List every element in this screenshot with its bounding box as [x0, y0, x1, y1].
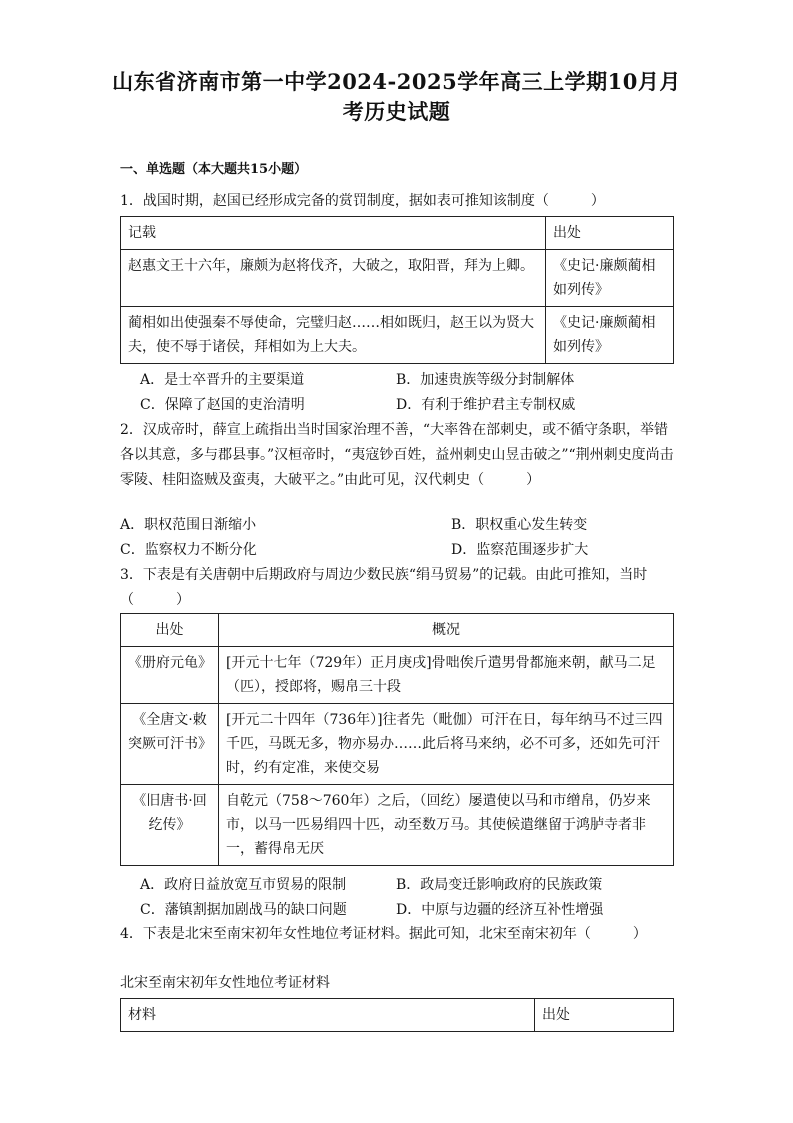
question-1-table	[120, 216, 674, 364]
question-1-stem: 1．战国时期，赵国已经形成完备的赏罚制度，据如表可推知该制度（ ）	[120, 193, 605, 209]
table-row	[121, 704, 674, 785]
table-cell: 《旧唐书·回纥传》	[121, 785, 219, 866]
table-cell: [开元二十四年（736年）]往者先（毗伽）可汗在日，每年纳马不过三四千匹，马既无多，物亦易办……此后将马来纳，必不可多，还如先可汗时，约有定准，来使交易	[219, 704, 674, 785]
question-4-stem: 4．下表是北宋至南宋初年女性地位考证材料。据此可知，北宋至南宋初年（ ）	[120, 926, 647, 942]
option-d: D．中原与边疆的经济互补性增强	[396, 902, 604, 918]
option-c: C．监察权力不断分化	[120, 542, 257, 558]
option-c: C．保障了赵国的吏治清明	[140, 397, 305, 413]
table-caption: 北宋至南宋初年女性地位考证材料	[120, 975, 330, 991]
table-cell: 《全唐文·敕突厥可汗书》	[121, 704, 219, 785]
option-b: B．职权重心发生转变	[451, 517, 588, 533]
section-heading: 一、单选题（本大题共15小题）	[120, 162, 308, 177]
option-c: C．藩镇割据加剧战马的缺口问题	[140, 902, 347, 918]
table-cell: [开元十七年（729年）正月庚戌]骨咄俟斤遣男骨都施来朝，献马二足（匹），授郎将，赐帛三十段	[219, 647, 674, 704]
table-cell: 《史记·廉颇蔺相如列传》	[546, 250, 674, 307]
question-2-stem: 2．汉成帝时，薛宣上疏指出当时国家治理不善，“大率咎在部刺史，或不循守条职，举错各以其意，多与郡县事。”汉桓帝时，“夷寇钞百姓，益州刺史山昱击破之”“荆州刺史度尚击零陵、桂阳盗贼及蛮夷，大破平之。”由此可见，汉代刺史（ ）	[120, 422, 674, 488]
table-cell: 赵惠文王十六年，廉颇为赵将伐齐，大破之，取阳晋，拜为上卿。	[121, 250, 546, 307]
table-header: 材料	[121, 999, 535, 1032]
table-cell: 自乾元（758～760年）之后，（回纥）屡遣使以马和市缯帛，仍岁来市，以马一匹易绢四十匹，动至数万马。其使候遣继留于鸿胪寺者非一，蓄得帛无厌	[219, 785, 674, 866]
option-a: A．政府日益放宽互市贸易的限制	[140, 877, 347, 893]
table-header: 出处	[121, 614, 219, 647]
table-row	[121, 785, 674, 866]
table-cell: 蔺相如出使强秦不辱使命，完璧归赵……相如既归，赵王以为贤大夫，使不辱于诸侯，拜相如为上大夫。	[121, 307, 546, 364]
option-b: B．政局变迁影响政府的民族政策	[396, 877, 603, 893]
table-header: 记载	[121, 217, 546, 250]
option-d: D．有利于维护君主专制权威	[396, 397, 576, 413]
option-d: D．监察范围逐步扩大	[451, 542, 589, 558]
question-3-table	[120, 613, 674, 866]
option-a: A．职权范围日渐缩小	[120, 517, 257, 533]
table-row	[121, 647, 674, 704]
page-title: 山东省济南市第一中学2024-2025学年高三上学期10月月	[112, 69, 681, 94]
question-4-table	[120, 998, 674, 1032]
option-a: A．是士卒晋升的主要渠道	[140, 372, 305, 388]
table-cell: 《册府元龟》	[121, 647, 219, 704]
table-header: 出处	[546, 217, 674, 250]
page-title-line2: 考历史试题	[342, 99, 451, 124]
table-header: 概况	[219, 614, 674, 647]
table-row	[121, 307, 674, 364]
option-b: B．加速贵族等级分封制解体	[396, 372, 575, 388]
table-row	[121, 250, 674, 307]
table-cell: 《史记·廉颇蔺相如列传》	[546, 307, 674, 364]
table-header: 出处	[535, 999, 674, 1032]
question-3-stem: 3．下表是有关唐朝中后期政府与周边少数民族“绢马贸易”的记载。由此可推知，当时（ ）	[120, 567, 648, 608]
